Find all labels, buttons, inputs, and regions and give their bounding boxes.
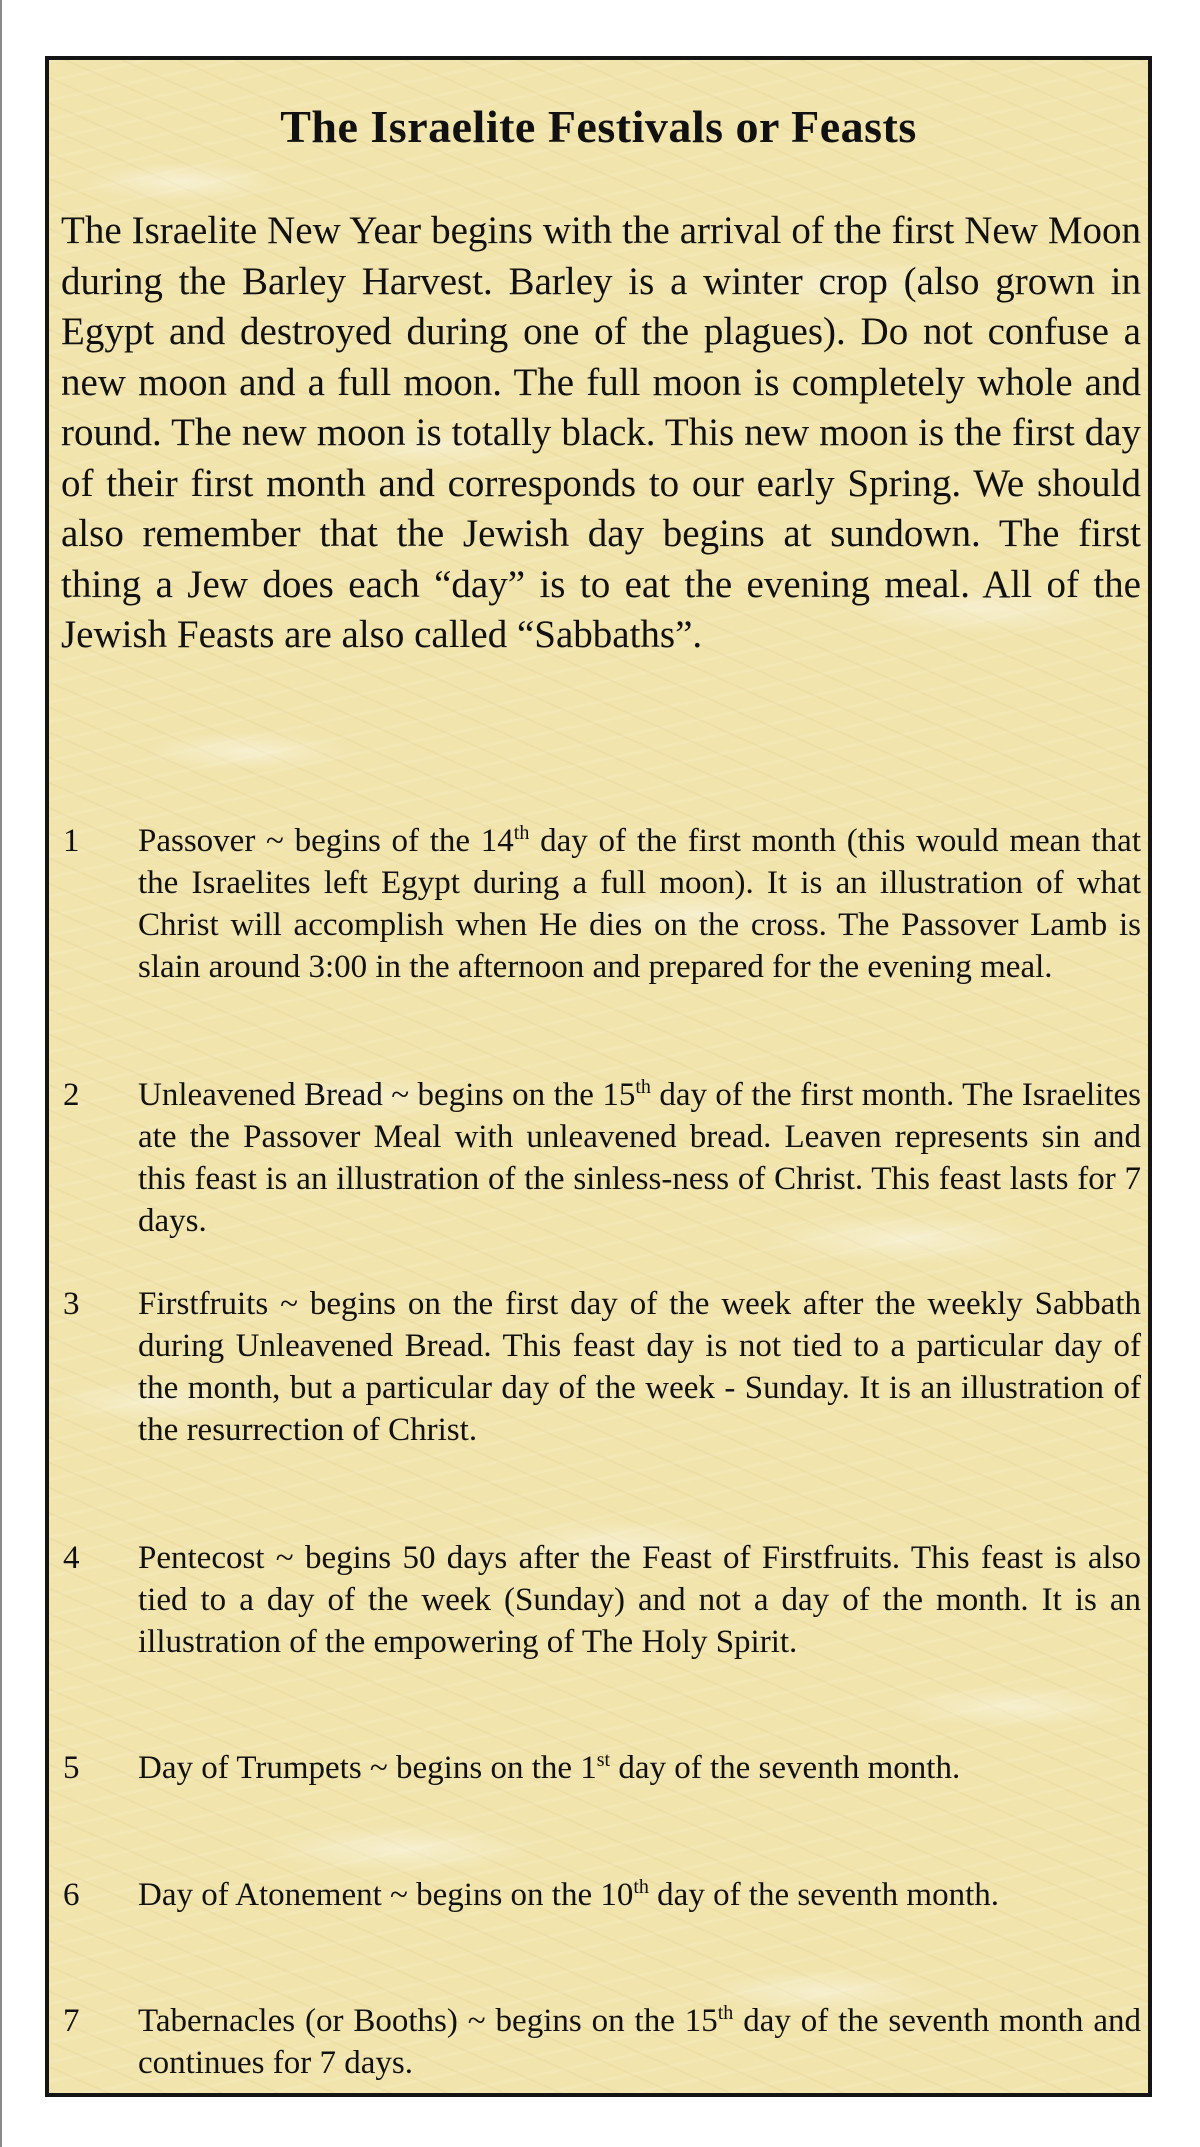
feast-description [138, 1537, 1141, 1663]
feast-description [138, 2000, 1141, 2084]
feast-description [138, 1747, 1141, 1789]
feast-description [138, 1074, 1141, 1242]
feast-text-continued: day of the seventh month. [648, 1877, 1000, 1913]
feast-text: Unleavened Bread ~ begins on the 15 [138, 1077, 636, 1113]
feast-description [138, 1874, 1141, 1916]
feast-number: 7 [63, 2003, 80, 2039]
feast-text-continued: day of the first month. The Israelites ate the Passover Meal with unleavened bread. Leaven represents sin and this feast is an illustration of the sinless-ness of Christ. This feast lasts for 7 days. [138, 1077, 1141, 1239]
page-title: The Israelite Festivals or Feasts [280, 101, 917, 152]
feast-text: Firstfruits ~ begins on the first day of the week after the weekly Sabbath during Unleavened Bread. This feast day is not tied to a particular day of the month, but a particular day of the week - Sunday. It is an illustration of the resurrection of Christ. [138, 1286, 1141, 1448]
feast-text: Day of Trumpets ~ begins on the 1 [138, 1750, 597, 1786]
ordinal-suffix: st [596, 1749, 611, 1771]
ordinal-suffix: th [513, 822, 530, 844]
feast-number: 2 [63, 1077, 80, 1113]
feast-text: Pentecost ~ begins 50 days after the Feast of Firstfruits. This feast is also tied to a day of the week (Sunday) and not a day of the month. It is an illustration of the empowering of The Holy Spirit. [138, 1540, 1141, 1660]
feast-description [138, 1283, 1141, 1451]
feast-description [138, 820, 1141, 988]
parchment-panel [45, 56, 1152, 2097]
feast-number: 5 [63, 1750, 80, 1786]
intro-paragraph: The Israelite New Year begins with the arrival of the first New Moon during the Barley Harvest. Barley is a winter crop (also grown in Egypt and destroyed during one of the plagues). Do not confuse a new moon and a full moon. The full moon is completely whole and round. The new moon is totally black. This new moon is the first day of their first month and corresponds to our early Spring. We should also remember that the Jewish day begins at sundown. The first thing a Jew does each “day” is to eat the evening meal. All of the Jewish Feasts are also called “Sabbaths”. [61, 209, 1141, 656]
ordinal-suffix: th [633, 1876, 649, 1898]
feast-text: Tabernacles (or Booths) ~ begins on the 15 [138, 2003, 718, 2039]
ordinal-suffix: th [717, 2002, 734, 2024]
feast-number: 4 [63, 1540, 80, 1576]
feast-text-continued: day of the seventh month and continues for 7 days. [138, 2003, 1141, 2081]
feast-text: Passover ~ begins of the 14 [138, 823, 514, 859]
page-edge-rule [0, 0, 2, 2147]
feast-text-continued: day of the seventh month. [610, 1750, 961, 1786]
ordinal-suffix: th [635, 1076, 651, 1098]
feast-text: Day of Atonement ~ begins on the 10 [138, 1877, 634, 1913]
feast-text-continued: day of the first month (this would mean that the Israelites left Egypt during a full moon). It is an illustration of what Christ will accomplish when He dies on the cross. The Passover Lamb is slain around 3:00 in the afternoon and prepared for the evening meal. [138, 823, 1141, 985]
feast-number: 1 [63, 823, 80, 859]
feast-number: 3 [63, 1286, 80, 1322]
feast-number: 6 [63, 1877, 80, 1913]
feast-list [49, 60, 1148, 2093]
